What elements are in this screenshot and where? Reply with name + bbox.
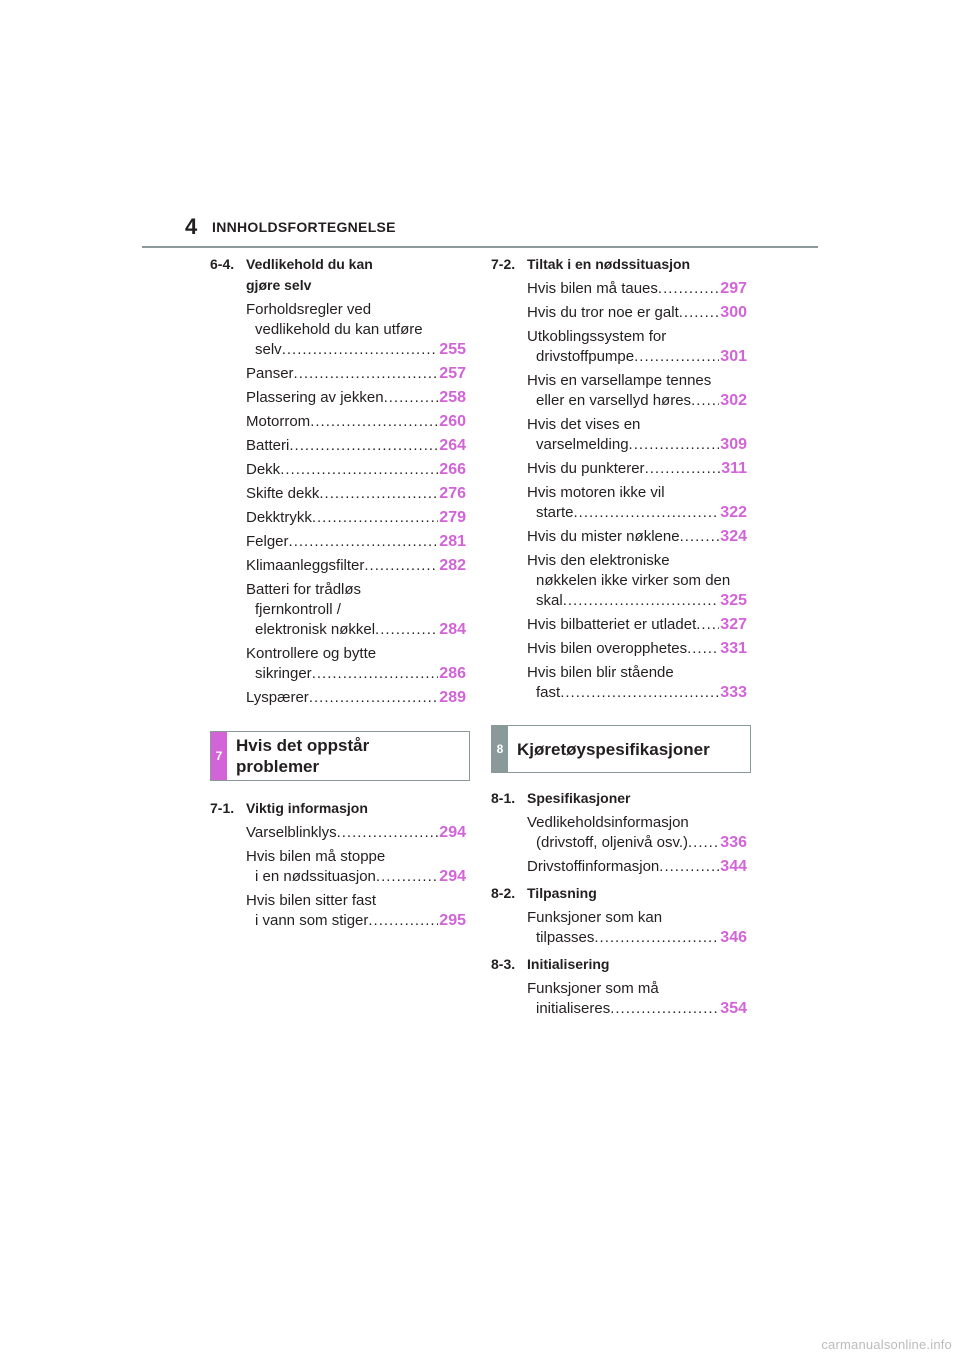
section-heading (491, 954, 747, 975)
toc-entry-leader-line (527, 527, 747, 547)
toc-entry-leader-line (527, 683, 747, 703)
dot-leader (337, 823, 439, 843)
section-title: Viktig informasjon (246, 800, 368, 816)
section-title: Tiltak i en nødssituasjon (527, 256, 691, 272)
dot-leader (319, 484, 438, 504)
toc-entry-text: Kontrollere og bytte (246, 645, 377, 662)
toc-entry-text: i vann som stiger (255, 912, 369, 929)
page-link[interactable]: 281 (439, 533, 466, 550)
toc-entry[interactable] (527, 459, 747, 479)
toc-entry-text: Skifte dekk (246, 485, 320, 502)
toc-entry[interactable] (246, 556, 466, 576)
dot-leader (563, 591, 720, 611)
toc-entry[interactable] (527, 279, 747, 299)
toc-entry-text: Hvis bilen må stoppe (246, 848, 386, 865)
section-8-2 (491, 883, 747, 948)
dot-leader (280, 460, 438, 480)
toc-entries (491, 979, 747, 1019)
page-link[interactable]: 344 (720, 858, 747, 875)
chapter-title: Hvis det oppstår problemer (236, 736, 370, 776)
chapter-title: Kjøretøyspesifikasjoner (517, 739, 710, 759)
toc-entry-text: Hvis du mister nøklene (527, 528, 680, 545)
chapter-8-box[interactable] (491, 725, 751, 773)
dot-leader (594, 928, 719, 948)
dot-leader (368, 911, 438, 931)
toc-entry[interactable] (527, 551, 747, 611)
section-title: Tilpasning (527, 885, 597, 901)
toc-entry-leader-line (246, 364, 466, 384)
chapter-7-box[interactable] (210, 731, 470, 781)
dot-leader (289, 532, 439, 552)
dot-leader (364, 556, 438, 576)
toc-entry-leader-line (527, 999, 747, 1019)
toc-entry-text: skal (536, 592, 563, 609)
watermark: carmanualsonline.info (821, 1337, 952, 1352)
dot-leader (574, 503, 720, 523)
dot-leader (309, 688, 438, 708)
toc-entry-text: Lyspærer (246, 689, 309, 706)
page-link[interactable]: 331 (720, 640, 747, 657)
dot-leader (289, 436, 438, 456)
toc-entry-leader-line (246, 911, 466, 931)
dot-leader (634, 347, 719, 367)
toc-entry[interactable] (527, 615, 747, 635)
toc-entry[interactable] (246, 412, 466, 432)
page-link[interactable]: 255 (439, 341, 466, 358)
toc-entry-leader-line (246, 664, 466, 684)
toc-entry-leader-line (527, 503, 747, 523)
toc-entry-text: Hvis bilbatteriet er utladet (527, 616, 697, 633)
toc-entry-text: vedlikehold du kan utføre (255, 321, 423, 338)
toc-entry-text: Utkoblingssystem for (527, 328, 667, 345)
toc-entry-text: Hvis bilen sitter fast (246, 892, 377, 909)
toc-entry-text: nøkkelen ikke virker som den (536, 572, 731, 589)
dot-leader (658, 279, 719, 299)
toc-entry-text: Hvis bilen blir stående (527, 664, 674, 681)
section-7-2 (491, 254, 747, 703)
page-header (142, 214, 818, 248)
page-link[interactable]: 301 (720, 348, 747, 365)
toc-entry-text: Panser (246, 365, 294, 382)
page-link[interactable]: 257 (439, 365, 466, 382)
toc-entry-text: Batteri (246, 437, 290, 454)
page-link[interactable]: 300 (720, 304, 747, 321)
toc-entry-text: selv (255, 341, 282, 358)
toc-entry[interactable] (246, 644, 466, 684)
toc-entry-text: Felger (246, 533, 289, 550)
dot-leader (384, 388, 439, 408)
page-link[interactable]: 258 (439, 389, 466, 406)
toc-entry-leader-line (527, 591, 747, 611)
page-link[interactable]: 336 (720, 834, 747, 851)
section-heading (491, 788, 747, 809)
toc-entry[interactable] (527, 327, 747, 367)
toc-entry[interactable] (246, 436, 466, 456)
section-title: Vedlikehold du kan gjøre selv (246, 256, 373, 293)
dot-leader (688, 833, 719, 853)
dot-leader (680, 527, 720, 547)
toc-entry[interactable] (527, 303, 747, 323)
toc-entry-text: Forholdsregler ved (246, 301, 372, 318)
page-link[interactable]: 260 (439, 413, 466, 430)
dot-leader (687, 639, 719, 659)
section-number: 8-2. (491, 885, 516, 901)
dot-leader (610, 999, 719, 1019)
toc-entry[interactable] (527, 415, 747, 455)
section-number: 7-2. (491, 256, 516, 272)
toc-entry[interactable] (246, 891, 466, 931)
dot-leader (696, 615, 719, 635)
section-8-3 (491, 954, 747, 1019)
toc-entry-leader-line (527, 615, 747, 635)
toc-entry-leader-line (527, 459, 747, 479)
page-link[interactable]: 325 (720, 592, 747, 609)
toc-entry[interactable] (246, 484, 466, 504)
page-link[interactable]: 346 (720, 929, 747, 946)
dot-leader (294, 364, 439, 384)
toc-entry[interactable] (246, 688, 466, 708)
page-link[interactable]: 311 (721, 460, 747, 477)
page-link[interactable]: 289 (439, 689, 466, 706)
dot-leader (679, 303, 720, 323)
toc-entry-text: Funksjoner som kan (527, 909, 663, 926)
toc-entry-text: Hvis bilen overopphetes (527, 640, 688, 657)
toc-entry-text: Funksjoner som må (527, 980, 659, 997)
page-link[interactable]: 354 (720, 1000, 747, 1017)
toc-entry-text: Dekktrykk (246, 509, 312, 526)
toc-entry-text: Vedlikeholdsinformasjon (527, 814, 689, 831)
toc-entry-leader-line (527, 435, 747, 455)
toc-entry-text: i en nødssituasjon (255, 868, 376, 885)
toc-entry-leader-line (246, 412, 466, 432)
toc-entry[interactable] (246, 300, 466, 360)
page-link[interactable]: 297 (720, 280, 747, 297)
toc-entry-leader-line (527, 347, 747, 367)
toc-entry[interactable] (527, 908, 747, 948)
toc-entry-text: Hvis du tror noe er galt (527, 304, 679, 321)
section-number: 8-1. (491, 790, 516, 806)
dot-leader (376, 867, 438, 887)
section-heading (491, 254, 747, 275)
toc-entry-leader-line (527, 833, 747, 853)
dot-leader (645, 459, 721, 479)
toc-entry-leader-line (246, 508, 466, 528)
toc-entry-leader-line (246, 532, 466, 552)
toc-entry-text: Dekk (246, 461, 281, 478)
toc-entry-text: initialiseres (536, 1000, 611, 1017)
page-link[interactable]: 324 (720, 528, 747, 545)
toc-entry-text: Batteri for trådløs (246, 581, 362, 598)
toc-entry-leader-line (527, 279, 747, 299)
page-link[interactable]: 322 (720, 504, 747, 521)
toc-entry[interactable] (246, 580, 466, 640)
section-heading (210, 798, 466, 819)
dot-leader (659, 857, 719, 877)
toc-entry-leader-line (246, 688, 466, 708)
toc-entry-text: Drivstoffinformasjon (527, 858, 660, 875)
toc-entry-leader-line (527, 391, 747, 411)
page-number: 4 (185, 214, 198, 239)
toc-entry[interactable] (246, 364, 466, 384)
page-link[interactable]: 294 (439, 868, 466, 885)
left-column-lower (210, 798, 466, 931)
section-7-1 (210, 798, 466, 931)
toc-entry-leader-line (246, 823, 466, 843)
page-link[interactable]: 309 (720, 436, 747, 453)
toc-entry-text: Hvis en varsellampe tennes (527, 372, 712, 389)
section-6-4 (210, 254, 466, 708)
dot-leader (691, 391, 719, 411)
toc-entry-leader-line (527, 639, 747, 659)
toc-entry-leader-line (246, 388, 466, 408)
toc-entry-text: starte (536, 504, 574, 521)
toc-entries (210, 823, 466, 931)
toc-entry-text: sikringer (255, 665, 312, 682)
toc-entry[interactable] (527, 483, 747, 523)
toc-entries (491, 813, 747, 877)
page-link[interactable]: 264 (439, 437, 466, 454)
toc-entry-leader-line (246, 620, 466, 640)
toc-entry-text: Motorrom (246, 413, 311, 430)
section-8-1 (491, 788, 747, 877)
toc-entry-text: Hvis det vises en (527, 416, 641, 433)
section-title: Initialisering (527, 956, 610, 972)
page-link[interactable]: 302 (720, 392, 747, 409)
toc-entry[interactable] (527, 813, 747, 853)
dot-leader (629, 435, 720, 455)
toc-entry[interactable] (527, 979, 747, 1019)
section-number: 6-4. (210, 256, 235, 272)
chapter-tab: 8 (492, 726, 508, 772)
toc-entry-text: fast (536, 684, 561, 701)
page-link[interactable]: 276 (439, 485, 466, 502)
page-link[interactable]: 282 (439, 557, 466, 574)
toc-entry-leader-line (246, 556, 466, 576)
toc-entry-leader-line (246, 867, 466, 887)
page-link[interactable]: 294 (439, 824, 466, 841)
toc-entry-text: Hvis bilen må taues (527, 280, 658, 297)
section-heading (210, 254, 466, 296)
toc-entry-text: varselmelding (536, 436, 629, 453)
toc-entry-text: fjernkontroll / (255, 601, 341, 618)
left-column (210, 254, 466, 708)
toc-entry[interactable] (527, 527, 747, 547)
toc-entry-leader-line (246, 484, 466, 504)
toc-entry-leader-line (527, 303, 747, 323)
page-link[interactable]: 333 (720, 684, 747, 701)
page-link[interactable]: 266 (439, 461, 466, 478)
right-column (491, 254, 747, 703)
dot-leader (375, 620, 438, 640)
toc-entry-text: eller en varsellyd høres (536, 392, 692, 409)
toc-entry-text: (drivstoff, oljenivå osv.) (536, 834, 688, 851)
section-number: 7-1. (210, 800, 235, 816)
toc-entry[interactable] (527, 663, 747, 703)
toc-entry[interactable] (246, 388, 466, 408)
dot-leader (282, 340, 439, 360)
toc-entries (491, 908, 747, 948)
toc-entry[interactable] (246, 823, 466, 843)
toc-entry-text: Klimaanleggsfilter (246, 557, 365, 574)
toc-entry-text: Hvis den elektroniske (527, 552, 670, 569)
section-number: 8-3. (491, 956, 516, 972)
dot-leader (312, 508, 438, 528)
page-link[interactable]: 279 (439, 509, 466, 526)
page-link[interactable]: 284 (439, 621, 466, 638)
toc-entry[interactable] (527, 639, 747, 659)
toc-entry[interactable] (246, 532, 466, 552)
page-link[interactable]: 286 (439, 665, 466, 682)
dot-leader (312, 664, 439, 684)
toc-entry-leader-line (246, 460, 466, 480)
dot-leader (310, 412, 438, 432)
toc-entries (491, 279, 747, 703)
toc-entry-text: Plassering av jekken (246, 389, 384, 406)
toc-entry-text: Hvis du punkterer (527, 460, 645, 477)
toc-entry[interactable] (527, 371, 747, 411)
right-column-lower (491, 788, 747, 1019)
toc-entry-leader-line (527, 857, 747, 877)
toc-entry[interactable] (246, 508, 466, 528)
toc-entries (210, 300, 466, 708)
toc-entry-leader-line (246, 340, 466, 360)
toc-entry[interactable] (527, 857, 747, 877)
toc-entry-leader-line (246, 436, 466, 456)
chapter-tab: 7 (211, 732, 227, 780)
toc-entry-text: Varselblinklys (246, 824, 337, 841)
header-title: INNHOLDSFORTEGNELSE (212, 219, 396, 235)
dot-leader (560, 683, 719, 703)
page-link[interactable]: 327 (720, 616, 747, 633)
toc-entry[interactable] (246, 460, 466, 480)
toc-entry-leader-line (527, 928, 747, 948)
toc-entry-text: Hvis motoren ikke vil (527, 484, 665, 501)
toc-entry-text: elektronisk nøkkel (255, 621, 376, 638)
section-title: Spesifikasjoner (527, 790, 631, 806)
section-heading (491, 883, 747, 904)
toc-entry-text: drivstoffpumpe (536, 348, 635, 365)
toc-entry-text: tilpasses (536, 929, 595, 946)
page-link[interactable]: 295 (439, 912, 466, 929)
toc-entry[interactable] (246, 847, 466, 887)
